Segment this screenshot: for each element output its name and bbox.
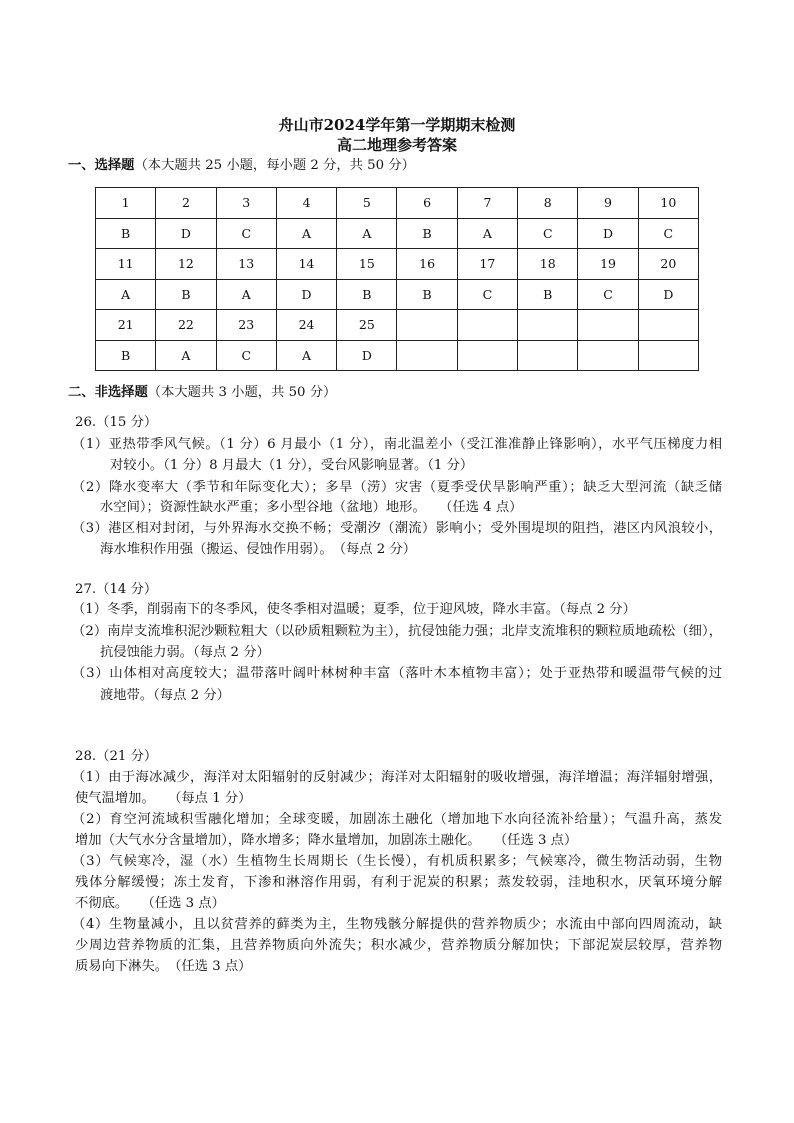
answer-cell: D <box>276 279 336 310</box>
answer-cell: B <box>337 279 397 310</box>
q26-line: 对较小。（1 分）8 月最大（1 分），受台风影响显著。（1 分） <box>110 458 474 473</box>
question-number-cell: 2 <box>156 188 216 219</box>
q26-line: （2）降水变率大（季节和年际变化大）；多旱（涝）灾害（夏季受伏旱影响严重）；缺乏大型河流（缺乏储 <box>72 480 722 495</box>
document-title: 舟山市2024学年第一学期期末检测 <box>278 116 516 134</box>
q27-line: （2）南岸支流堆积泥沙颗粒粗大（以砂质粗颗粒为主），抗侵蚀能力强；北岸支流堆积的颗粒质地疏松（细）， <box>72 624 722 639</box>
answer-cell: A <box>156 340 216 371</box>
question-number-cell: 13 <box>216 249 276 280</box>
question-number-cell: 8 <box>518 188 578 219</box>
q26-line: 水空间）；资源性缺水严重；多小型谷地（盆地）地形。 （任选 4 点） <box>100 500 523 515</box>
question-number-cell: 23 <box>216 310 276 341</box>
question-number-cell: 10 <box>638 188 698 219</box>
answer-cell: A <box>276 218 336 249</box>
q28-line: 使气温增加。 （每点 1 分） <box>75 791 252 806</box>
answer-cell: C <box>518 218 578 249</box>
question-number-cell: 15 <box>337 249 397 280</box>
question-number-cell: 1 <box>96 188 156 219</box>
q27-line: （3）山体相对高度较大；温带落叶阔叶林树种丰富（落叶木本植物丰富）；处于亚热带和暖温带气候的过 <box>72 666 722 681</box>
question-number-cell: 3 <box>216 188 276 219</box>
q28-heading: 28.（21 分） <box>75 749 158 764</box>
answer-cell: D <box>156 218 216 249</box>
answer-cell: B <box>397 218 457 249</box>
question-number-row <box>96 249 699 280</box>
answer-row <box>96 218 699 249</box>
answer-cell: A <box>276 340 336 371</box>
question-number-cell: 24 <box>276 310 336 341</box>
question-number-cell: 6 <box>397 188 457 219</box>
question-number-cell: 16 <box>397 249 457 280</box>
q28-line: （3）气候寒冷，湿（水）生植物生长周期长（生长慢），有机质积累多；气候寒冷，微生物活动弱，生物 <box>72 854 722 869</box>
question-number-cell: 11 <box>96 249 156 280</box>
q28-line: （2）育空河流域积雪融化增加；全球变暖，加剧冻土融化（增加地下水向径流补给量）；气温升高，蒸发 <box>72 812 722 827</box>
question-number-cell <box>397 310 457 341</box>
answer-cell <box>457 340 517 371</box>
q27-heading: 27.（14 分） <box>75 582 158 597</box>
q28-line: 少周边营养物质的汇集，且营养物质向外流失；积水减少，营养物质分解加快；下部泥炭层较厚，营养物 <box>75 938 722 953</box>
q28-line: 质易向下淋失。 （任选 3 点） <box>75 959 252 974</box>
answer-cell: C <box>216 340 276 371</box>
section1-note: （本大题共 25 小题，每小题 2 分，共 50 分） <box>134 158 415 173</box>
question-number-row <box>96 310 699 341</box>
question-number-cell: 9 <box>578 188 638 219</box>
question-number-cell: 4 <box>276 188 336 219</box>
question-number-cell <box>578 310 638 341</box>
question-number-cell <box>638 310 698 341</box>
q26-heading: 26.（15 分） <box>75 415 158 430</box>
answer-cell: D <box>638 279 698 310</box>
answer-cell: B <box>156 279 216 310</box>
answer-cell: D <box>578 218 638 249</box>
answer-cell <box>578 340 638 371</box>
q28-line: 不彻底。 （任选 3 点） <box>75 896 225 911</box>
answer-cell: B <box>96 340 156 371</box>
question-number-cell: 12 <box>156 249 216 280</box>
question-number-cell: 19 <box>578 249 638 280</box>
answer-cell: D <box>337 340 397 371</box>
section2-label: 二、非选择题 <box>68 385 148 400</box>
answer-cell <box>397 340 457 371</box>
question-number-cell: 7 <box>457 188 517 219</box>
q28-line: 残体分解缓慢；冻土发育，下渗和淋溶作用弱，有利于泥炭的积累；蒸发较弱，洼地积水，厌氧环境分解 <box>75 875 722 890</box>
answer-table <box>95 187 699 371</box>
question-number-cell <box>457 310 517 341</box>
answer-cell <box>518 340 578 371</box>
question-number-cell: 17 <box>457 249 517 280</box>
answer-row <box>96 279 699 310</box>
answer-cell: A <box>96 279 156 310</box>
section2-heading <box>68 384 336 402</box>
q27-line: （1）冬季，削弱南下的冬季风，使冬季相对温暖；夏季，位于迎风坡，降水丰富。（每点 2 分） <box>72 602 636 617</box>
section1-label: 一、选择题 <box>68 158 135 173</box>
question-number-cell: 14 <box>276 249 336 280</box>
question-number-cell: 25 <box>337 310 397 341</box>
q26-line: （3）港区相对封闭，与外界海水交换不畅；受潮汐（潮流）影响小；受外围堤坝的阻挡，港区内风浪较小， <box>72 521 722 536</box>
section1-heading <box>68 157 415 175</box>
answer-cell: B <box>518 279 578 310</box>
q28-line: （1）由于海冰减少，海洋对太阳辐射的反射减少；海洋对太阳辐射的吸收增强，海洋增温；海洋辐射增强， <box>72 770 722 785</box>
answer-cell: C <box>578 279 638 310</box>
q28-line: 增加（大气水分含量增加），降水增多；降水量增加，加剧冻土融化。 （任选 3 点） <box>75 833 578 848</box>
answer-cell: A <box>216 279 276 310</box>
question-number-cell: 5 <box>337 188 397 219</box>
q27-line: 抗侵蚀能力弱。（每点 2 分） <box>100 645 270 660</box>
answer-cell: C <box>457 279 517 310</box>
q26-line: （1）亚热带季风气候。（1 分）6 月最小（1 分），南北温差小（受江淮准静止锋影响），水平气压梯度力相 <box>72 437 722 452</box>
q28-line: （4）生物量减小，且以贫营养的藓类为主，生物残骸分解提供的营养物质少；水流由中部向四周流动，缺 <box>72 917 722 932</box>
question-number-cell: 18 <box>518 249 578 280</box>
document-subtitle: 高二地理参考答案 <box>336 136 457 154</box>
question-number-row <box>96 188 699 219</box>
answer-cell: A <box>337 218 397 249</box>
question-number-cell: 20 <box>638 249 698 280</box>
answer-cell: C <box>216 218 276 249</box>
answer-cell: C <box>638 218 698 249</box>
q26-line: 海水堆积作用强（搬运、侵蚀作用弱）。 （每点 2 分） <box>100 542 417 557</box>
answer-cell <box>638 340 698 371</box>
answer-cell: A <box>457 218 517 249</box>
question-number-cell: 21 <box>96 310 156 341</box>
section2-note: （本大题共 3 小题，共 50 分） <box>147 385 337 400</box>
answer-row <box>96 340 699 371</box>
question-number-cell <box>518 310 578 341</box>
answer-cell: B <box>397 279 457 310</box>
question-number-cell: 22 <box>156 310 216 341</box>
answer-cell: B <box>96 218 156 249</box>
q27-line: 渡地带。（每点 2 分） <box>100 688 230 703</box>
